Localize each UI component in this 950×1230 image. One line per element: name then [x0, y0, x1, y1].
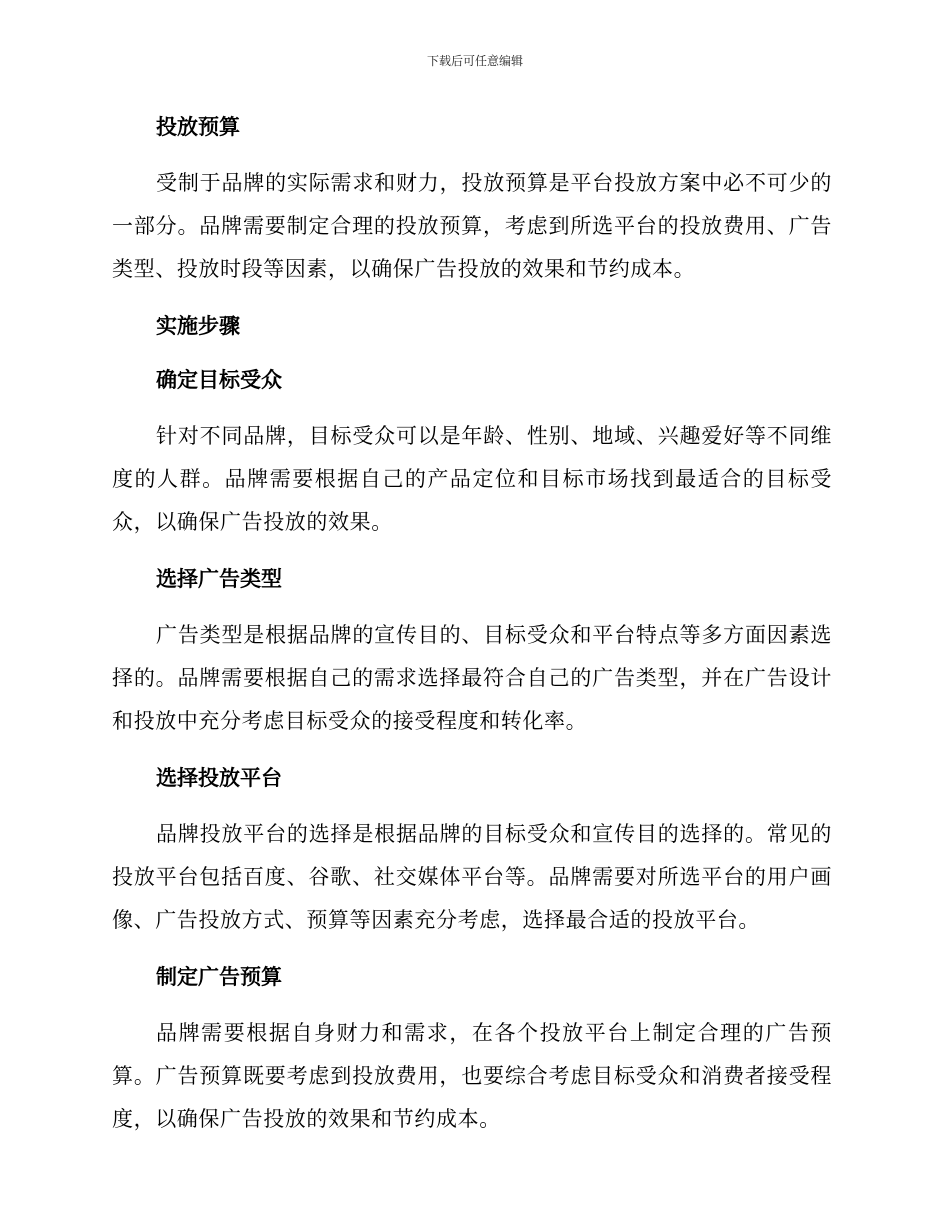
section-heading-platform: 选择投放平台 — [156, 766, 282, 790]
section-paragraph-ad-type: 广告类型是根据品牌的宣传目的、目标受众和平台特点等多方面因素选择的。品牌需要根据自己的需求选择最符合自己的广告类型，并在广告设计和投放中充分考虑目标受众的接受程度和转化率。 — [112, 623, 832, 733]
page-header: 下载后可任意编辑 — [426, 54, 523, 68]
section-paragraph-budget: 受制于品牌的实际需求和财力，投放预算是平台投放方案中必不可少的一部分。品牌需要制定合理的投放预算，考虑到所选平台的投放费用、广告类型、投放时段等因素，以确保广告投放的效果和节约成本。 — [112, 171, 832, 281]
section-heading-ad-budget: 制定广告预算 — [156, 965, 282, 989]
section-heading-ad-type: 选择广告类型 — [156, 567, 282, 591]
document-body — [112, 108, 832, 1141]
section-heading-budget: 投放预算 — [156, 115, 240, 139]
section-paragraph-target-audience: 针对不同品牌，目标受众可以是年龄、性别、地域、兴趣爱好等不同维度的人群。品牌需要根据自己的产品定位和目标市场找到最适合的目标受众，以确保广告投放的效果。 — [112, 424, 832, 534]
section-heading-target-audience: 确定目标受众 — [156, 368, 282, 392]
section-paragraph-ad-budget: 品牌需要根据自身财力和需求，在各个投放平台上制定合理的广告预算。广告预算既要考虑到投放费用，也要综合考虑目标受众和消费者接受程度，以确保广告投放的效果和节约成本。 — [112, 1021, 832, 1131]
section-paragraph-platform: 品牌投放平台的选择是根据品牌的目标受众和宣传目的选择的。常见的投放平台包括百度、谷歌、社交媒体平台等。品牌需要对所选平台的用户画像、广告投放方式、预算等因素充分考虑，选择最合适的投放平台。 — [112, 822, 832, 932]
section-heading-implementation: 实施步骤 — [156, 314, 240, 338]
